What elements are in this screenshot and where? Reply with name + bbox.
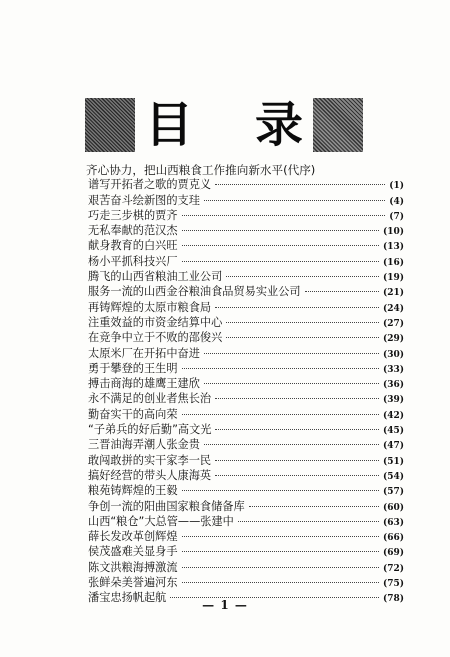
toc-entry-title: 太原米厂在开拓中奋进 bbox=[88, 346, 200, 360]
toc-dot-leader bbox=[305, 290, 379, 292]
toc-dot-leader bbox=[226, 321, 379, 323]
toc-entry-title: 侯茂盛难关显身手 bbox=[88, 545, 178, 559]
toc-entry[interactable] bbox=[88, 544, 404, 559]
toc-dot-leader bbox=[182, 214, 386, 216]
toc-entry-title: 服务一流的山西金谷粮油食品贸易实业公司 bbox=[88, 285, 301, 299]
toc-entry-title: 三晋油海弄潮人张金贵 bbox=[88, 438, 200, 452]
toc-dot-leader bbox=[204, 382, 379, 384]
toc-entry-page: (24) bbox=[382, 303, 404, 314]
toc-entry-page: (13) bbox=[382, 242, 404, 253]
toc-dot-leader bbox=[238, 520, 379, 522]
toc-entry-title: 山西“粮仓”大总管——张建中 bbox=[88, 514, 234, 528]
toc-entry-title: 谱写开拓者之歌的贾克义 bbox=[88, 178, 212, 192]
toc-dot-leader bbox=[182, 260, 379, 262]
toc-entry[interactable] bbox=[88, 391, 404, 406]
toc-entry-title: 无私奉献的范汉杰 bbox=[88, 224, 178, 238]
toc-entry-title: 勇于攀登的王生明 bbox=[88, 361, 178, 375]
toc-entry-page: (10) bbox=[382, 227, 404, 238]
toc-entry-title: 薛长发改革创辉煌 bbox=[88, 530, 178, 544]
toc-entry[interactable] bbox=[88, 223, 404, 238]
toc-dot-leader bbox=[204, 443, 379, 445]
toc-entry-page: (1) bbox=[389, 181, 404, 192]
toc-entry-page: (75) bbox=[382, 579, 404, 590]
toc-entry-title: 永不满足的创业者焦长治 bbox=[88, 392, 212, 406]
toc-entry[interactable] bbox=[88, 407, 404, 422]
toc-entry[interactable] bbox=[88, 193, 404, 208]
contents-heading-band bbox=[85, 98, 363, 152]
toc-dot-leader bbox=[226, 336, 379, 338]
toc-preface-line: 齐心协力，把山西粮食工作推向新水平(代序) bbox=[86, 163, 316, 177]
toc-entry-title: 敢闯敢拼的实干家李一民 bbox=[88, 453, 212, 467]
toc-entry-page: (30) bbox=[382, 349, 404, 360]
toc-entry-page: (7) bbox=[389, 211, 404, 222]
toc-entry-page: (4) bbox=[389, 196, 404, 207]
toc-entry[interactable] bbox=[88, 300, 404, 315]
toc-entry[interactable] bbox=[88, 483, 404, 498]
toc-entry-page: (27) bbox=[382, 318, 404, 329]
toc-entry[interactable] bbox=[88, 330, 404, 345]
toc-entry-page: (47) bbox=[382, 441, 404, 452]
toc-dot-leader bbox=[182, 535, 379, 537]
toc-dot-leader bbox=[215, 459, 379, 461]
toc-dot-leader bbox=[182, 229, 379, 231]
toc-entry[interactable] bbox=[88, 468, 404, 483]
toc-entry-page: (19) bbox=[382, 273, 404, 284]
toc-entry-page: (36) bbox=[382, 380, 404, 391]
toc-entry-page: (39) bbox=[382, 395, 404, 406]
toc-entry-title: 陈文洪粮海搏激流 bbox=[88, 560, 178, 574]
toc-dot-leader bbox=[215, 306, 379, 308]
toc-entry-title: 艰苦奋斗绘新图的支珪 bbox=[88, 193, 200, 207]
toc-entry-page: (42) bbox=[382, 410, 404, 421]
toc-entry-title: 腾飞的山西省粮油工业公司 bbox=[88, 270, 223, 284]
toc-entry-title: 杨小平抓科技兴厂 bbox=[88, 254, 178, 268]
toc-entry-title: 勤奋实干的高向荣 bbox=[88, 407, 178, 421]
toc-entry-page: (60) bbox=[382, 502, 404, 513]
toc-entry[interactable] bbox=[88, 376, 404, 391]
toc-entry-title: 再铸辉煌的太原市粮食局 bbox=[88, 300, 212, 314]
toc-dot-leader bbox=[215, 474, 379, 476]
heading-hatch-left bbox=[85, 98, 135, 152]
toc-dot-leader bbox=[182, 244, 379, 246]
toc-entry[interactable] bbox=[88, 575, 404, 590]
toc-entry-title: 注重效益的市资金结算中心 bbox=[88, 315, 223, 329]
toc-entry[interactable] bbox=[88, 499, 404, 514]
toc-entry[interactable] bbox=[88, 453, 404, 468]
toc-dot-leader bbox=[215, 428, 378, 430]
heading-char-1: 目 bbox=[145, 97, 194, 153]
toc-entry[interactable] bbox=[88, 437, 404, 452]
toc-entry-page: (66) bbox=[382, 533, 404, 544]
toc-entry-page: (72) bbox=[382, 563, 404, 574]
toc-entry-page: (54) bbox=[382, 471, 404, 482]
toc-entry-page: (57) bbox=[382, 487, 404, 498]
toc-entry[interactable] bbox=[88, 422, 404, 437]
toc-entry[interactable] bbox=[88, 514, 404, 529]
toc-entry-title: 在竞争中立于不败的邵俊兴 bbox=[88, 331, 223, 345]
toc-entry[interactable] bbox=[88, 284, 404, 299]
toc-entry-title: 献身教育的白兴旺 bbox=[88, 239, 178, 253]
toc-dot-leader bbox=[249, 505, 379, 507]
toc-entry[interactable] bbox=[88, 560, 404, 575]
toc-entry[interactable] bbox=[88, 346, 404, 361]
toc-dot-leader bbox=[215, 397, 379, 399]
toc-entry-page: (51) bbox=[382, 456, 404, 467]
toc-dot-leader bbox=[182, 489, 379, 491]
toc-entry-page: (29) bbox=[382, 334, 404, 345]
toc-entry-title: 巧走三步棋的贾齐 bbox=[88, 208, 178, 222]
toc-entry[interactable] bbox=[88, 315, 404, 330]
toc-entry-title: 潘宝忠扬帆起航 bbox=[88, 591, 167, 605]
toc-entry-page: (45) bbox=[382, 426, 404, 437]
toc-entry-title: 张鲜朵美誉遍河东 bbox=[88, 576, 178, 590]
toc-entry-page: (78) bbox=[382, 594, 404, 605]
toc-entry-title: 搏击商海的雄鹰王建欣 bbox=[88, 377, 200, 391]
toc-dot-leader bbox=[215, 183, 385, 185]
toc-entry[interactable] bbox=[88, 238, 404, 253]
toc-dot-leader bbox=[204, 199, 385, 201]
toc-entry-title: 粮苑铸辉煌的王毅 bbox=[88, 484, 178, 498]
toc-entry[interactable] bbox=[88, 254, 404, 269]
heading-char-2: 录 bbox=[254, 97, 303, 153]
toc-dot-leader bbox=[204, 352, 379, 354]
toc-entry-page: (69) bbox=[382, 548, 404, 559]
toc-entry-title: 搞好经营的带头人康海英 bbox=[88, 468, 212, 482]
table-of-contents bbox=[88, 162, 404, 606]
toc-entry[interactable] bbox=[88, 269, 404, 284]
toc-entry[interactable] bbox=[88, 361, 404, 376]
toc-dot-leader bbox=[182, 413, 379, 415]
toc-entry-page: (21) bbox=[382, 288, 404, 299]
toc-entry-page: (63) bbox=[382, 517, 404, 528]
toc-dot-leader bbox=[226, 275, 379, 277]
heading-inner bbox=[135, 98, 313, 152]
toc-entry-page: (16) bbox=[382, 257, 404, 268]
toc-dot-leader bbox=[182, 566, 379, 568]
toc-entry[interactable] bbox=[88, 529, 404, 544]
toc-dot-leader bbox=[182, 581, 379, 583]
page-number-folio: — 1 — bbox=[202, 598, 248, 612]
toc-dot-leader bbox=[182, 367, 379, 369]
toc-dot-leader bbox=[182, 550, 379, 552]
toc-entry-title: 争创一流的阳曲国家粮食储备库 bbox=[88, 499, 245, 513]
toc-entry-list bbox=[88, 177, 404, 605]
toc-entry-page: (33) bbox=[382, 364, 404, 375]
toc-entry[interactable] bbox=[88, 177, 404, 192]
toc-entry[interactable] bbox=[88, 208, 404, 223]
heading-hatch-right bbox=[313, 98, 363, 152]
toc-entry-title: “子弟兵的好后勤”高文光 bbox=[88, 423, 212, 437]
